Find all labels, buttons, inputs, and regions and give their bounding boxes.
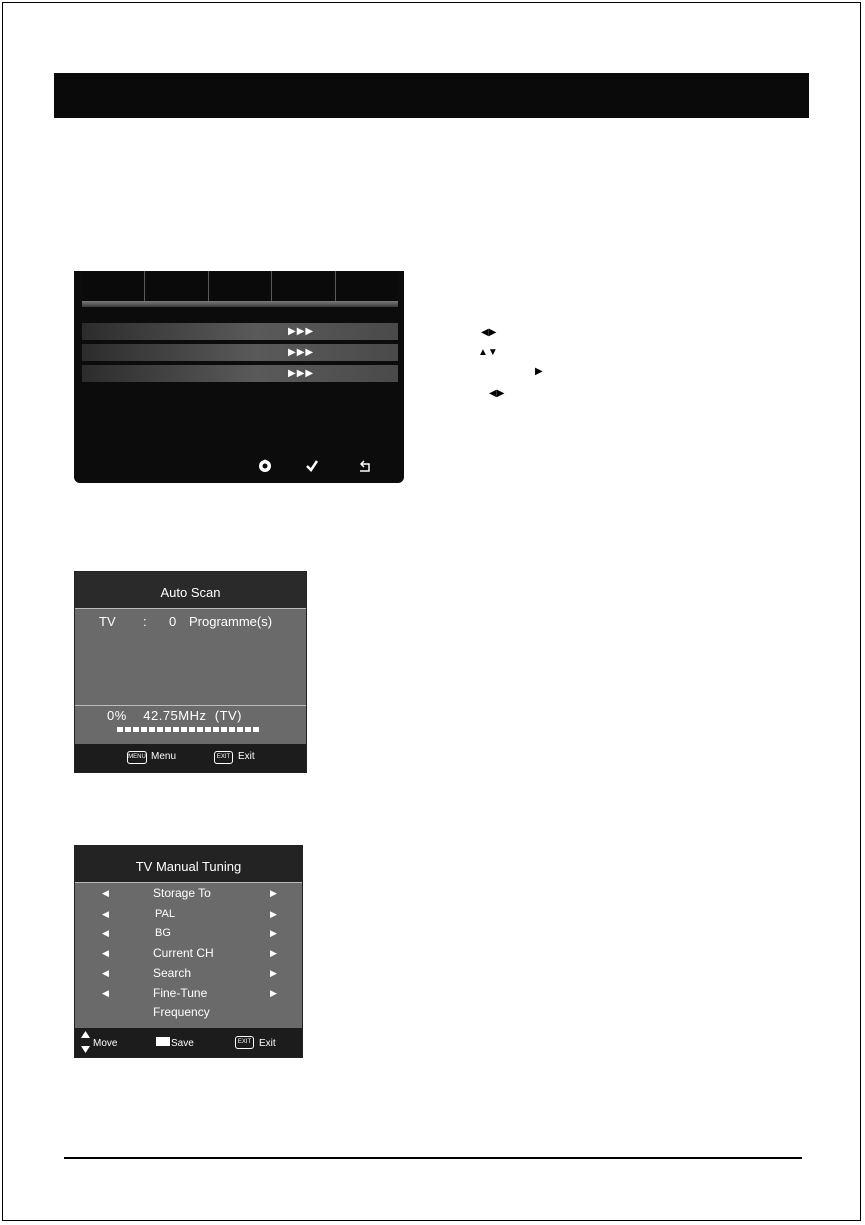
submenu-arrows-icon: ▶▶▶ — [288, 368, 315, 379]
menu-tab-strip — [82, 271, 398, 301]
exit-label: Exit — [238, 751, 255, 762]
menu-tab[interactable] — [82, 271, 145, 301]
left-right-arrows-icon: ◀▶ — [481, 327, 497, 338]
progress-segment — [213, 727, 219, 732]
auto-scan-title: Auto Scan — [75, 572, 306, 609]
programme-count: 0 — [169, 614, 177, 629]
progress-segment — [125, 727, 131, 732]
back-icon — [356, 459, 374, 477]
menu-row[interactable] — [82, 365, 398, 382]
tuning-row-sound[interactable] — [75, 924, 302, 942]
progress-segment — [229, 727, 235, 732]
progress-segment — [245, 727, 251, 732]
progress-segment — [189, 727, 195, 732]
up-down-arrows-icon: ▲▼ — [478, 347, 498, 358]
menu-key-icon: MENU — [127, 751, 147, 764]
menu-tab[interactable] — [336, 271, 398, 301]
left-right-arrows-icon: ◀▶ — [489, 388, 505, 399]
left-arrow-icon[interactable]: ◀ — [102, 888, 109, 898]
left-arrow-icon[interactable]: ◀ — [102, 988, 109, 998]
menu-tab[interactable] — [209, 271, 272, 301]
right-arrow-icon[interactable]: ▶ — [270, 988, 277, 998]
colon: : — [143, 614, 147, 629]
exit-key-icon: EXIT — [214, 751, 233, 764]
progress-segment — [205, 727, 211, 732]
scan-percent: 0% — [107, 708, 127, 723]
menu-footer — [74, 457, 404, 479]
right-arrow-icon[interactable]: ▶ — [270, 948, 277, 958]
tv-label: TV — [99, 614, 116, 629]
tuning-row-fine-tune[interactable] — [75, 984, 302, 1002]
divider — [75, 705, 306, 706]
manual-tuning-title: TV Manual Tuning — [75, 846, 302, 883]
progress-segment — [149, 727, 155, 732]
left-arrow-icon[interactable]: ◀ — [102, 948, 109, 958]
submenu-arrows-icon: ▶▶▶ — [288, 347, 315, 358]
footer-rule — [64, 1157, 802, 1159]
progress-segment — [165, 727, 171, 732]
tuning-row-system[interactable] — [75, 905, 302, 923]
progress-segment — [197, 727, 203, 732]
auto-scan-panel — [74, 571, 307, 773]
tuning-row-label: Storage To — [153, 886, 211, 900]
tuning-row-label: BG — [155, 927, 171, 939]
confirm-icon — [303, 459, 321, 477]
right-arrow-icon[interactable]: ▶ — [270, 888, 277, 898]
right-arrow-icon[interactable]: ▶ — [270, 909, 277, 919]
up-down-arrows-icon — [81, 1031, 90, 1053]
tuning-row-storage[interactable] — [75, 884, 302, 902]
left-arrow-icon[interactable]: ◀ — [102, 968, 109, 978]
progress-segment — [157, 727, 163, 732]
tuning-row-search[interactable] — [75, 964, 302, 982]
tuning-row-label: Frequency — [153, 1005, 210, 1019]
save-key-icon — [156, 1037, 170, 1046]
submenu-arrows-icon: ▶▶▶ — [288, 326, 315, 337]
menu-separator — [82, 301, 398, 307]
save-label: Save — [171, 1038, 194, 1049]
programmes-label: Programme(s) — [189, 614, 273, 629]
tuning-row-label: Current CH — [153, 946, 214, 960]
tuning-row-current-ch[interactable] — [75, 944, 302, 962]
progress-segment — [117, 727, 123, 732]
manual-tuning-panel — [74, 845, 303, 1058]
tuning-row-label: PAL — [155, 908, 175, 920]
exit-key-icon: EXIT — [235, 1036, 254, 1049]
tuning-footer — [75, 1028, 302, 1057]
move-label: Move — [93, 1038, 118, 1049]
tuning-row-label: Fine-Tune — [153, 986, 208, 1000]
scan-status — [107, 708, 242, 723]
scan-mode: (TV) — [214, 708, 243, 723]
right-arrow-icon[interactable]: ▶ — [270, 968, 277, 978]
menu-tab[interactable] — [272, 271, 335, 301]
move-icon — [256, 459, 274, 477]
progress-segment — [141, 727, 147, 732]
right-arrow-icon: ▶ — [535, 366, 543, 377]
progress-segment — [253, 727, 259, 732]
header-bar — [54, 73, 809, 118]
menu-row[interactable] — [82, 323, 398, 340]
menu-label: Menu — [151, 751, 177, 762]
left-arrow-icon[interactable]: ◀ — [102, 928, 109, 938]
scan-footer — [75, 744, 306, 772]
right-arrow-icon[interactable]: ▶ — [270, 928, 277, 938]
scan-frequency: 42.75MHz — [143, 708, 207, 723]
progress-segment — [173, 727, 179, 732]
progress-segment — [181, 727, 187, 732]
tuning-row-frequency — [75, 1003, 302, 1021]
exit-label: Exit — [259, 1038, 276, 1049]
osd-main-menu — [74, 271, 404, 483]
progress-segment — [237, 727, 243, 732]
left-arrow-icon[interactable]: ◀ — [102, 909, 109, 919]
scan-progress-bar — [117, 727, 259, 732]
progress-segment — [221, 727, 227, 732]
progress-segment — [133, 727, 139, 732]
tuning-row-label: Search — [153, 966, 192, 980]
menu-tab[interactable] — [145, 271, 208, 301]
menu-row[interactable] — [82, 344, 398, 361]
